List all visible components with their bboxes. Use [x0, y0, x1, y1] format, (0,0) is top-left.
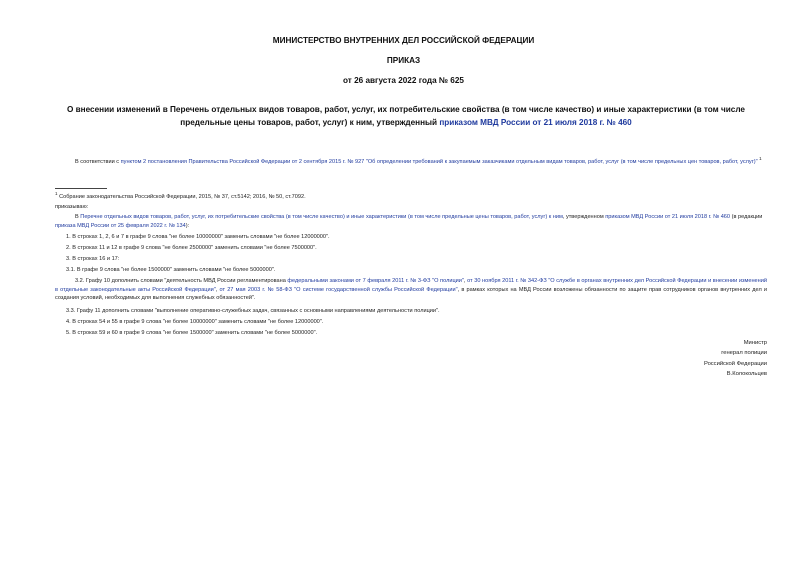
item-3-2-text: , в рамках которых на МВД России возложены обязанности по защите прав сотрудников органов внутренних дел и создания условий, необходимых для выполнения служебных обязанностей". [55, 286, 768, 302]
item-3: 3. В строках 16 и 17: [66, 256, 120, 262]
item-4: 4. В строках 54 и 55 в графе 9 слова "не более 10000000" заменить словами "не более 12000000". [66, 319, 324, 325]
item-3-1: 3.1. В графе 9 слова "не более 1500000" заменить словами "не более 5000000". [66, 267, 276, 273]
doc-type-heading: ПРИКАЗ [386, 56, 421, 65]
order-word: приказываю: [55, 204, 89, 210]
item-5: 5. В строках 59 и 60 в графе 9 слова "не более 1500000" заменить словами "не более 5000000". [66, 330, 318, 336]
signature-country: Российской Федерации [703, 360, 767, 367]
item-3-3: 3.3. Графу 11 дополнить словами "выполнение оперативно-служебных задач, связанных с основными направлениями деятельности полиции". [66, 308, 440, 314]
footnote-mark: 1 [55, 191, 58, 196]
title-text: О внесении изменений в Перечень отдельных видов товаров, работ, услуг, их потребительские свойства (в том числе качество) и иные характеристики (в том числе предельные цены товаров, работ, услуг) к ним, утвержденный [66, 105, 745, 127]
link-order-460[interactable]: приказом МВД России от 21 июля 2018 г. № 460 [605, 214, 731, 220]
link-list-of-goods[interactable]: Перечне отдельных видов товаров, работ, услуг, их потребительские свойства (в том числе качество) и иные характеристики (в том числе предельные цены товаров, работ, услуг) к ним [80, 214, 563, 220]
signature-title: Министр [743, 340, 767, 346]
preamble-paragraph [55, 155, 767, 166]
item-3-2 [55, 277, 767, 303]
body-text: В [75, 214, 81, 220]
footnote [55, 190, 767, 201]
preamble-text: В соответствии с [75, 158, 121, 165]
body-text: (в редакции [730, 214, 763, 220]
body-paragraph-1 [55, 213, 767, 230]
signature-block [704, 338, 767, 380]
item-3-2-text: , [215, 286, 220, 293]
link-law-58fz[interactable]: от 27 мая 2003 г. № 58-ФЗ "О системе государственной службы Российской Федерации" [219, 286, 458, 293]
footnote-ref[interactable]: 1 [759, 156, 762, 161]
preamble-link-decree-927[interactable]: пунктом 2 постановления Правительства Российской Федерации от 2 сентября 2015 г. № 927 "Об определении требований к закупаемым заказчиками отдельным видам товаров, работ, услуг (в том числе предельных цен товаров, работ, услуг)" [120, 158, 758, 165]
link-law-3fz[interactable]: федеральными законами от 7 февраля 2011 г. № 3-ФЗ "О полиции" [287, 278, 464, 284]
footnote-text: Собрание законодательства Российской Федерации, 2015, № 37, ст.5142; 2016, № 50, ст.7092. [59, 193, 306, 200]
title-link-order-460[interactable]: приказом МВД России от 21 июля 2018 г. № 460 [439, 118, 632, 127]
body-text: ): [185, 222, 190, 229]
link-order-134[interactable]: приказа МВД России от 25 февраля 2022 г. № 134 [55, 222, 186, 229]
body-text: , утвержденном [562, 214, 606, 220]
date-number-line: от 26 августа 2022 года № 625 [343, 76, 464, 85]
item-3-2-text: , [463, 278, 468, 284]
ministry-heading: МИНИСТЕРСТВО ВНУТРЕННИХ ДЕЛ РОССИЙСКОЙ ФЕДЕРАЦИИ [272, 36, 535, 45]
signature-name: В.Колокольцев [726, 371, 767, 378]
document-title [56, 103, 756, 129]
item-1: 1. В строках 1, 2, 6 и 7 в графе 9 слова "не более 10000000" заменить словами "не более 12000000". [66, 234, 330, 240]
signature-rank: генерал полиции [721, 350, 767, 357]
item-2: 2. В строках 11 и 12 в графе 9 слова "не более 2500000" заменить словами "не более 7500000". [66, 245, 317, 251]
footnote-divider [55, 188, 107, 189]
link-law-342fz[interactable]: от 30 ноября 2011 г. № 342-ФЗ "О службе в органах внутренних дел Российской Федерации и внесении изменений в отдельные законодательные акты Российской Федерации" [55, 278, 768, 293]
item-3-2-text: 3.2. Графу 10 дополнить словами "деятельность МВД России регламентирована [75, 278, 288, 284]
